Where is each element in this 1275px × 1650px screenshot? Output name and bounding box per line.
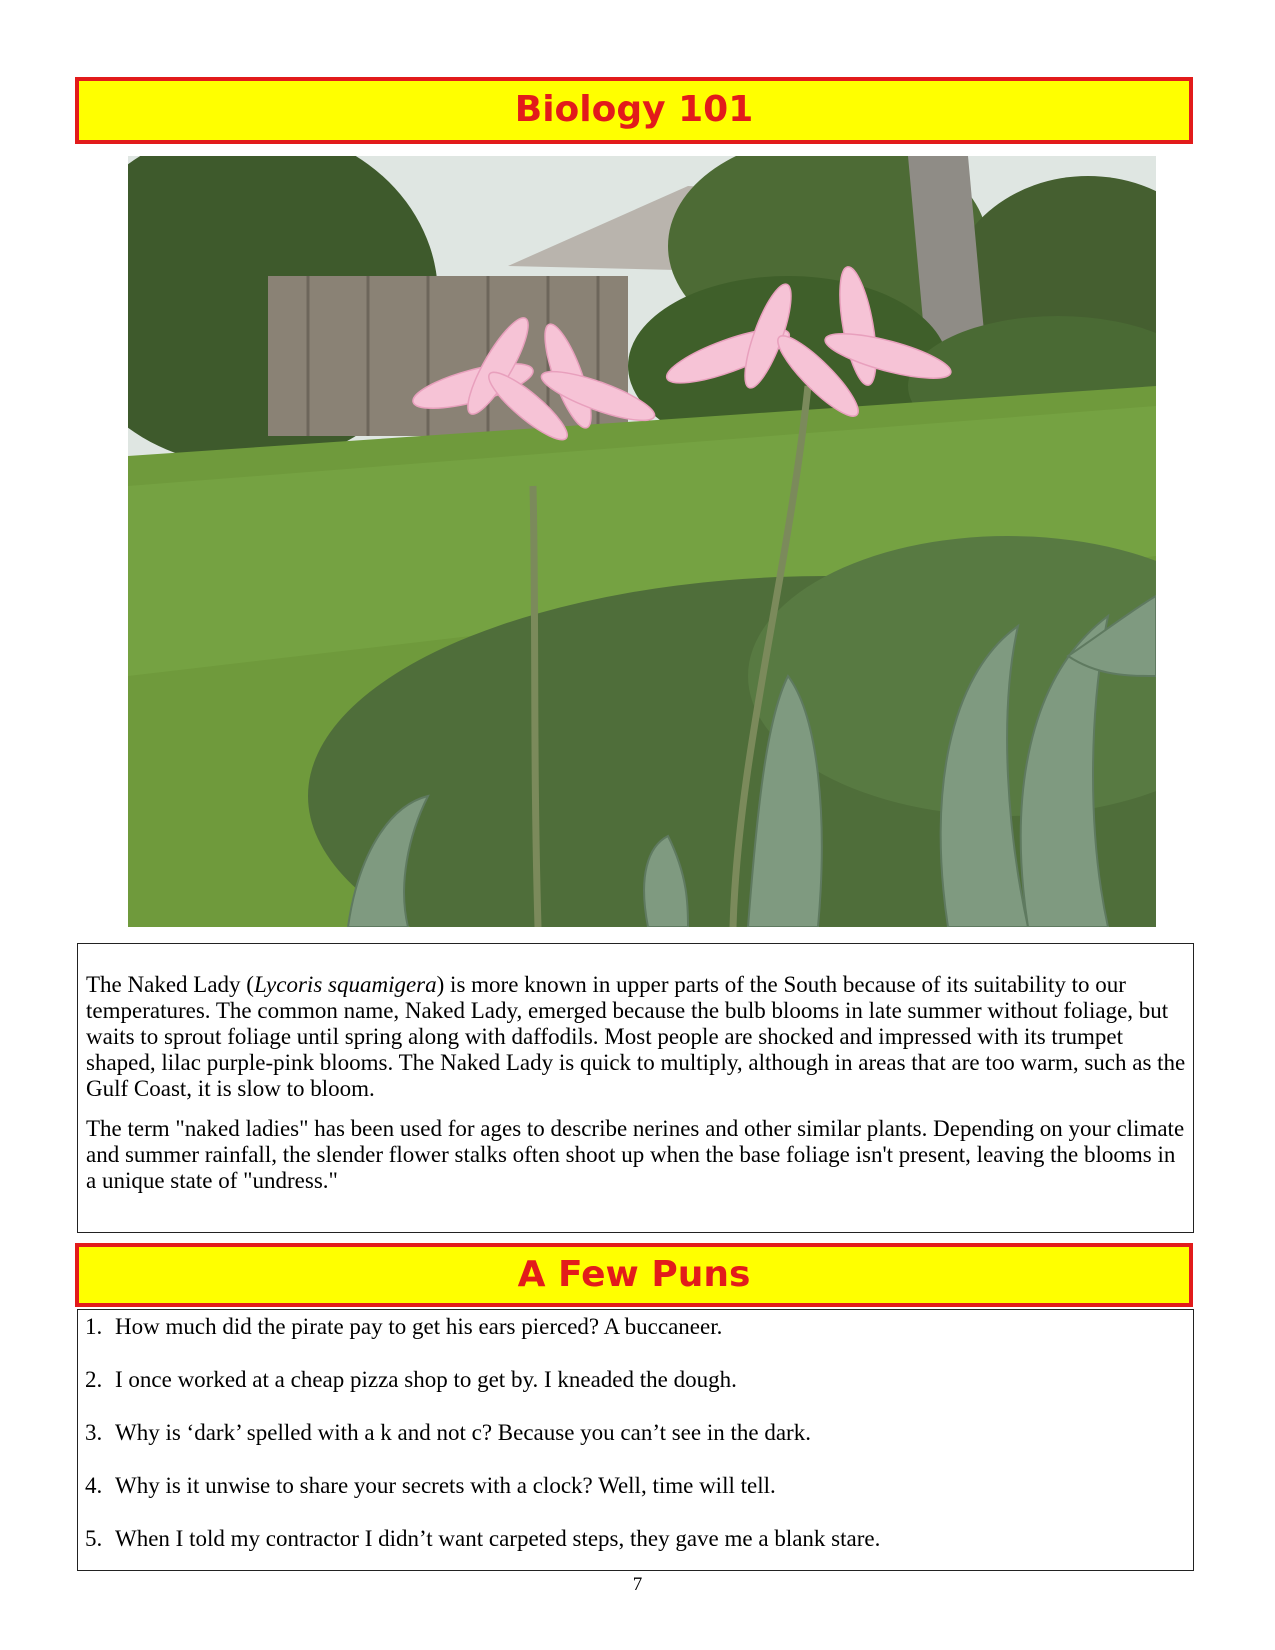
pun-text: Why is it unwise to share your secrets with a clock? Well, time will tell. (115, 1473, 776, 1498)
article-paragraph-2: The term "naked ladies" has been used for ages to describe nerines and other similar plants. Depending on your climate and summer rainfall, the slender flower stalks often shoot up when the base foliage isn't present, leaving the blooms in a unique state of "undress." (86, 1116, 1185, 1193)
list-item (85, 1367, 1193, 1420)
photo-illustration (128, 156, 1156, 927)
section-title: A Few Puns (517, 1254, 751, 1295)
list-item (85, 1526, 1193, 1579)
scientific-name: Lycoris squamigera (253, 972, 437, 997)
section-title-banner (75, 1243, 1193, 1307)
pun-text: When I told my contractor I didn’t want carpeted steps, they gave me a blank stare. (115, 1526, 881, 1551)
list-number: 3. (85, 1420, 103, 1445)
list-number: 5. (85, 1526, 103, 1551)
article-text: The Naked Lady ( (86, 972, 254, 997)
pun-text: How much did the pirate pay to get his ears pierced? A buccaneer. (115, 1314, 723, 1339)
list-item (85, 1473, 1193, 1526)
naked-lady-photo (128, 156, 1156, 927)
article-paragraph-1 (86, 972, 1187, 1102)
puns-list (77, 1309, 1194, 1571)
section-title-banner (75, 77, 1193, 144)
article-text: ) is more known in upper parts of the South because of its suitability to our temperatures. The common name, Naked Lady, emerged because the bulb blooms in late summer without foliage, but waits to sprout foliage until spring along with daffodils. Most people are shocked and impressed with its trumpet shaped, lilac purple-pink blooms. The Naked Lady is quick to multiply, although in areas that are too warm, such as the Gulf Coast, it is slow to bloom. (86, 972, 1186, 1101)
list-item (85, 1420, 1193, 1473)
list-number: 2. (85, 1367, 103, 1392)
article-box (77, 943, 1194, 1233)
list-number: 1. (85, 1314, 103, 1339)
page-number: 7 (632, 1574, 643, 1595)
pun-text: Why is ‘dark’ spelled with a k and not c? Because you can’t see in the dark. (115, 1420, 811, 1445)
list-item (85, 1314, 1193, 1367)
list-number: 4. (85, 1473, 103, 1498)
section-title: Biology 101 (514, 89, 754, 130)
pun-text: I once worked at a cheap pizza shop to get by. I kneaded the dough. (115, 1367, 737, 1392)
